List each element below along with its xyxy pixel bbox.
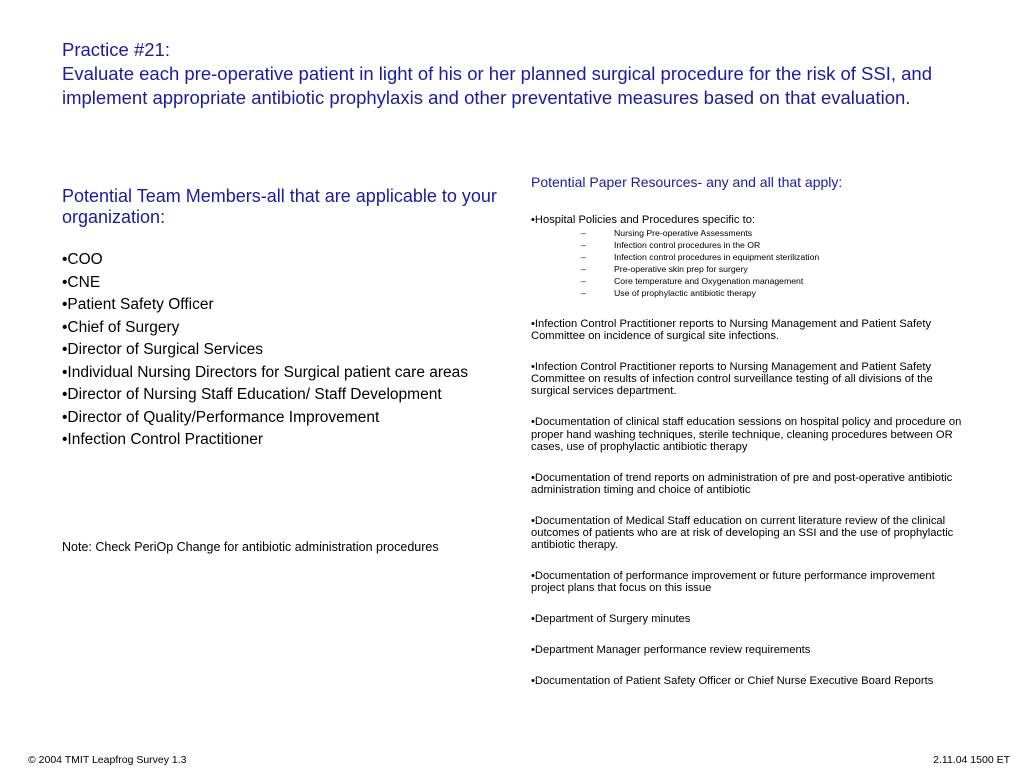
team-member-item: •Director of Surgical Services	[62, 341, 263, 358]
practice-number: Practice #21:	[62, 39, 170, 60]
dash-marker: –	[581, 240, 586, 251]
resource-item: •Documentation of Patient Safety Officer or Chief Nurse Executive Board Reports	[531, 674, 934, 687]
resource-item: •Infection Control Practitioner reports to Nursing Management and Patient Safety Committee on results of infection control surveillance testing of all divisions of the surgical services department.	[531, 360, 933, 398]
team-member-item: •Patient Safety Officer	[62, 296, 214, 313]
periop-note: Note: Check PeriOp Change for antibiotic administration procedures	[62, 540, 439, 554]
dash-marker: –	[581, 276, 586, 287]
policies-sublist	[531, 227, 971, 299]
practice-description: Evaluate each pre-operative patient in light of his or her planned surgical procedure for the risk of SSI, and implement appropriate antibiotic prophylaxis and other preventative measures based on that evaluation.	[62, 63, 933, 108]
resource-item: •Documentation of clinical staff education sessions on hospital policy and procedure on proper hand washing techniques, sterile technique, cleaning procedures between OR cases, use of prophylactic antibiotic therapy	[531, 416, 962, 453]
team-members-list	[62, 251, 502, 449]
policy-item-label: Infection control procedures in equipment sterilization	[614, 252, 820, 263]
team-member-item: •Infection Control Practitioner	[62, 431, 263, 448]
policy-item-label: Infection control procedures in the OR	[614, 240, 761, 251]
team-member-item: •Chief of Surgery	[62, 318, 180, 336]
resource-item: •Department Manager performance review requirements	[531, 644, 811, 657]
paper-resources-list	[531, 214, 971, 687]
resource-item: •Infection Control Practitioner reports to Nursing Management and Patient Safety Committee on incidence of surgical site infections.	[531, 317, 932, 343]
team-members-section	[62, 186, 502, 454]
resource-item-policies	[531, 214, 971, 299]
policy-item	[531, 287, 971, 299]
policy-item	[531, 251, 971, 263]
team-member-item: •CNE	[62, 273, 101, 291]
resource-item: •Department of Surgery minutes	[531, 613, 691, 626]
footer-date: 2.11.04 1500 ET	[933, 754, 1010, 766]
policy-item-label: Use of prophylactic antibiotic therapy	[614, 288, 756, 299]
team-members-heading: Potential Team Members-all that are applicable to your organization:	[62, 186, 497, 227]
slide-title	[62, 38, 982, 110]
footer-copyright: © 2004 TMIT Leapfrog Survey 1.3	[28, 754, 187, 766]
team-member-item: •Individual Nursing Directors for Surgical patient care areas	[62, 363, 469, 381]
policy-item	[531, 275, 971, 287]
paper-resources-heading: Potential Paper Resources- any and all that apply:	[531, 174, 843, 190]
dash-marker: –	[581, 252, 586, 263]
team-member-item: •COO	[62, 251, 103, 268]
policy-item-label: Pre-operative skin prep for surgery	[614, 264, 748, 275]
team-member-item: •Director of Nursing Staff Education/ Staff Development	[62, 386, 442, 403]
policy-item-label: Nursing Pre-operative Assessments	[614, 228, 753, 239]
resource-item: •Documentation of performance improvement or future performance improvement project plans that focus on this issue	[531, 570, 935, 595]
resource-item: •Documentation of trend reports on administration of pre and post-operative antibiotic administration timing and choice of antibiotic	[531, 471, 953, 496]
policy-item	[531, 239, 971, 251]
dash-marker: –	[581, 228, 586, 239]
paper-resources-section	[531, 174, 971, 706]
policies-label: •Hospital Policies and Procedures specific to:	[531, 214, 756, 226]
policy-item-label: Core temperature and Oxygenation management	[614, 276, 804, 287]
team-member-item: •Director of Quality/Performance Improvement	[62, 408, 380, 426]
dash-marker: –	[581, 264, 586, 275]
policy-item	[531, 227, 971, 239]
dash-marker: –	[581, 288, 586, 299]
resource-item: •Documentation of Medical Staff education on current literature review of the clinical outcomes of patients who are at risk of developing an SSI and the use of prophylactic antibiotic therapy.	[531, 514, 954, 552]
policy-item	[531, 263, 971, 275]
